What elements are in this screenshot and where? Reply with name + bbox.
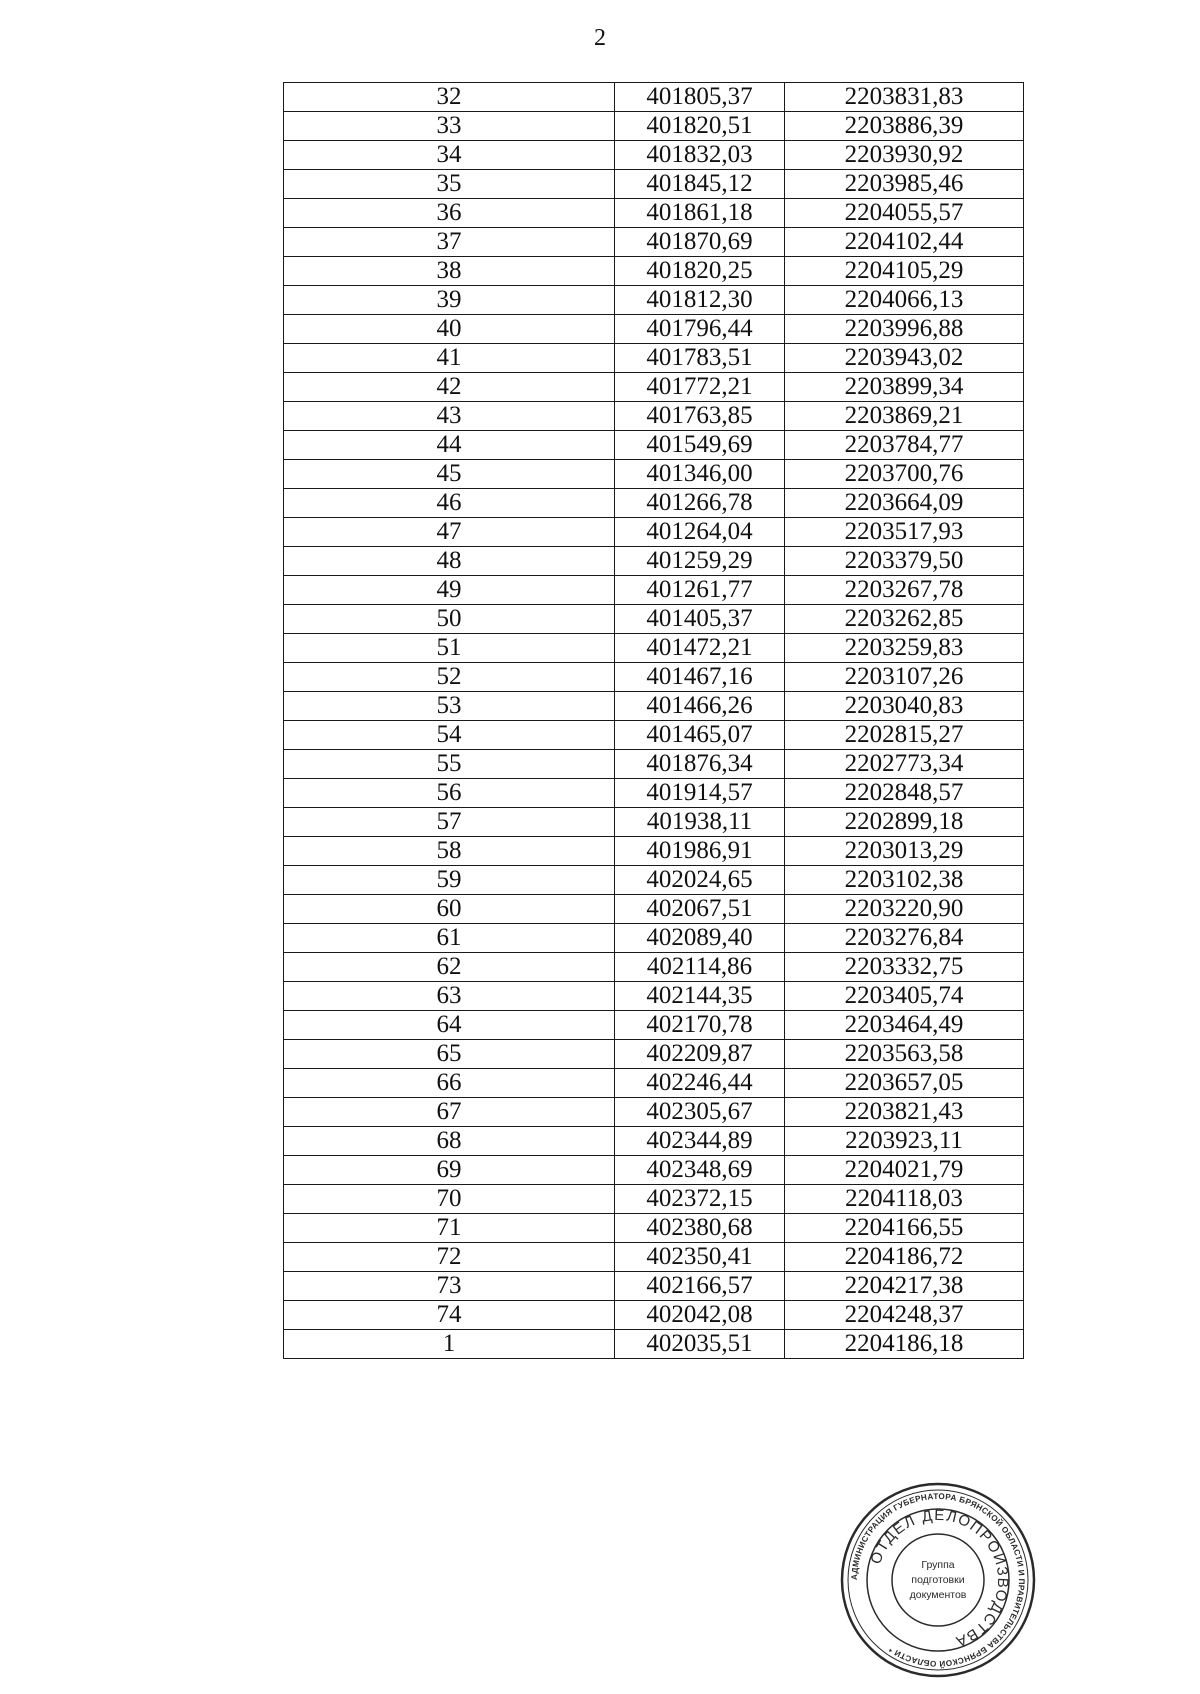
y-coordinate-cell: 2203943,02 <box>785 344 1024 373</box>
table-row <box>284 576 1024 605</box>
point-number-cell: 71 <box>284 1214 615 1243</box>
y-coordinate-cell: 2203040,83 <box>785 692 1024 721</box>
table-row <box>284 489 1024 518</box>
stamp-center-line: подготовки <box>911 1574 965 1586</box>
point-number-cell: 60 <box>284 895 615 924</box>
x-coordinate-cell: 401986,91 <box>615 837 785 866</box>
table-row <box>284 547 1024 576</box>
table-row <box>284 518 1024 547</box>
y-coordinate-cell: 2204102,44 <box>785 228 1024 257</box>
x-coordinate-cell: 401832,03 <box>615 141 785 170</box>
table-row <box>284 721 1024 750</box>
y-coordinate-cell: 2203657,05 <box>785 1069 1024 1098</box>
point-number-cell: 44 <box>284 431 615 460</box>
table-row <box>284 808 1024 837</box>
table-row <box>284 1330 1024 1359</box>
x-coordinate-cell: 401845,12 <box>615 170 785 199</box>
y-coordinate-cell: 2203869,21 <box>785 402 1024 431</box>
point-number-cell: 64 <box>284 1011 615 1040</box>
point-number-cell: 38 <box>284 257 615 286</box>
stamp-center-line: документов <box>909 1589 967 1601</box>
point-number-cell: 68 <box>284 1127 615 1156</box>
y-coordinate-cell: 2203107,26 <box>785 663 1024 692</box>
table-row <box>284 1185 1024 1214</box>
y-coordinate-cell: 2203985,46 <box>785 170 1024 199</box>
x-coordinate-cell: 401346,00 <box>615 460 785 489</box>
point-number-cell: 43 <box>284 402 615 431</box>
y-coordinate-cell: 2204217,38 <box>785 1272 1024 1301</box>
x-coordinate-cell: 401820,25 <box>615 257 785 286</box>
x-coordinate-cell: 401465,07 <box>615 721 785 750</box>
x-coordinate-cell: 401796,44 <box>615 315 785 344</box>
point-number-cell: 36 <box>284 199 615 228</box>
y-coordinate-cell: 2203784,77 <box>785 431 1024 460</box>
x-coordinate-cell: 401472,21 <box>615 634 785 663</box>
table-row <box>284 257 1024 286</box>
table-row <box>284 402 1024 431</box>
table-row <box>284 779 1024 808</box>
table-row <box>284 373 1024 402</box>
table-row <box>284 1214 1024 1243</box>
point-number-cell: 58 <box>284 837 615 866</box>
point-number-cell: 41 <box>284 344 615 373</box>
table-row <box>284 953 1024 982</box>
x-coordinate-cell: 402350,41 <box>615 1243 785 1272</box>
table-row <box>284 460 1024 489</box>
x-coordinate-cell: 402114,86 <box>615 953 785 982</box>
x-coordinate-cell: 401938,11 <box>615 808 785 837</box>
table-row <box>284 866 1024 895</box>
point-number-cell: 47 <box>284 518 615 547</box>
point-number-cell: 52 <box>284 663 615 692</box>
y-coordinate-cell: 2203664,09 <box>785 489 1024 518</box>
x-coordinate-cell: 402024,65 <box>615 866 785 895</box>
table-row <box>284 1098 1024 1127</box>
y-coordinate-cell: 2203886,39 <box>785 112 1024 141</box>
table-row <box>284 1011 1024 1040</box>
table-row <box>284 924 1024 953</box>
table-row <box>284 112 1024 141</box>
table-row <box>284 83 1024 112</box>
x-coordinate-cell: 401772,21 <box>615 373 785 402</box>
y-coordinate-cell: 2202899,18 <box>785 808 1024 837</box>
coordinates-table-body <box>284 83 1024 1359</box>
point-number-cell: 73 <box>284 1272 615 1301</box>
x-coordinate-cell: 402166,57 <box>615 1272 785 1301</box>
table-row <box>284 1272 1024 1301</box>
y-coordinate-cell: 2203013,29 <box>785 837 1024 866</box>
y-coordinate-cell: 2202773,34 <box>785 750 1024 779</box>
y-coordinate-cell: 2204248,37 <box>785 1301 1024 1330</box>
point-number-cell: 37 <box>284 228 615 257</box>
stamp-inner-ring-text: ОТДЕЛ ДЕЛОПРОИЗВОДСТВА <box>867 1506 1012 1651</box>
x-coordinate-cell: 401405,37 <box>615 605 785 634</box>
x-coordinate-cell: 401914,57 <box>615 779 785 808</box>
y-coordinate-cell: 2203332,75 <box>785 953 1024 982</box>
x-coordinate-cell: 402067,51 <box>615 895 785 924</box>
y-coordinate-cell: 2204021,79 <box>785 1156 1024 1185</box>
y-coordinate-cell: 2204186,72 <box>785 1243 1024 1272</box>
y-coordinate-cell: 2203563,58 <box>785 1040 1024 1069</box>
point-number-cell: 66 <box>284 1069 615 1098</box>
point-number-cell: 32 <box>284 83 615 112</box>
y-coordinate-cell: 2203923,11 <box>785 1127 1024 1156</box>
x-coordinate-cell: 401783,51 <box>615 344 785 373</box>
point-number-cell: 48 <box>284 547 615 576</box>
point-number-cell: 56 <box>284 779 615 808</box>
y-coordinate-cell: 2203262,85 <box>785 605 1024 634</box>
table-row <box>284 837 1024 866</box>
table-row <box>284 228 1024 257</box>
point-number-cell: 39 <box>284 286 615 315</box>
x-coordinate-cell: 401466,26 <box>615 692 785 721</box>
table-row <box>284 286 1024 315</box>
table-row <box>284 170 1024 199</box>
point-number-cell: 50 <box>284 605 615 634</box>
y-coordinate-cell: 2204055,57 <box>785 199 1024 228</box>
table-row <box>284 982 1024 1011</box>
y-coordinate-cell: 2203276,84 <box>785 924 1024 953</box>
x-coordinate-cell: 401264,04 <box>615 518 785 547</box>
y-coordinate-cell: 2203821,43 <box>785 1098 1024 1127</box>
x-coordinate-cell: 401870,69 <box>615 228 785 257</box>
x-coordinate-cell: 401261,77 <box>615 576 785 605</box>
x-coordinate-cell: 402246,44 <box>615 1069 785 1098</box>
point-number-cell: 61 <box>284 924 615 953</box>
y-coordinate-cell: 2204186,18 <box>785 1330 1024 1359</box>
point-number-cell: 57 <box>284 808 615 837</box>
y-coordinate-cell: 2203899,34 <box>785 373 1024 402</box>
stamp-center-line: Группа <box>921 1559 955 1571</box>
x-coordinate-cell: 402348,69 <box>615 1156 785 1185</box>
x-coordinate-cell: 401805,37 <box>615 83 785 112</box>
point-number-cell: 53 <box>284 692 615 721</box>
y-coordinate-cell: 2202815,27 <box>785 721 1024 750</box>
x-coordinate-cell: 402305,67 <box>615 1098 785 1127</box>
point-number-cell: 45 <box>284 460 615 489</box>
office-stamp <box>838 1480 1038 1680</box>
y-coordinate-cell: 2203405,74 <box>785 982 1024 1011</box>
table-row <box>284 1040 1024 1069</box>
point-number-cell: 67 <box>284 1098 615 1127</box>
y-coordinate-cell: 2202848,57 <box>785 779 1024 808</box>
x-coordinate-cell: 402372,15 <box>615 1185 785 1214</box>
x-coordinate-cell: 402089,40 <box>615 924 785 953</box>
x-coordinate-cell: 401820,51 <box>615 112 785 141</box>
table-row <box>284 141 1024 170</box>
y-coordinate-cell: 2203996,88 <box>785 315 1024 344</box>
x-coordinate-cell: 402209,87 <box>615 1040 785 1069</box>
table-row <box>284 1069 1024 1098</box>
table-row <box>284 750 1024 779</box>
table-row <box>284 605 1024 634</box>
point-number-cell: 51 <box>284 634 615 663</box>
y-coordinate-cell: 2203102,38 <box>785 866 1024 895</box>
x-coordinate-cell: 402380,68 <box>615 1214 785 1243</box>
y-coordinate-cell: 2203700,76 <box>785 460 1024 489</box>
point-number-cell: 34 <box>284 141 615 170</box>
y-coordinate-cell: 2204105,29 <box>785 257 1024 286</box>
table-row <box>284 199 1024 228</box>
stamp-seal-icon <box>838 1480 1038 1680</box>
y-coordinate-cell: 2203831,83 <box>785 83 1024 112</box>
y-coordinate-cell: 2203379,50 <box>785 547 1024 576</box>
y-coordinate-cell: 2204166,55 <box>785 1214 1024 1243</box>
point-number-cell: 63 <box>284 982 615 1011</box>
x-coordinate-cell: 401259,29 <box>615 547 785 576</box>
y-coordinate-cell: 2203220,90 <box>785 895 1024 924</box>
table-row <box>284 1156 1024 1185</box>
point-number-cell: 72 <box>284 1243 615 1272</box>
point-number-cell: 46 <box>284 489 615 518</box>
point-number-cell: 69 <box>284 1156 615 1185</box>
point-number-cell: 1 <box>284 1330 615 1359</box>
table-row <box>284 663 1024 692</box>
table-row <box>284 315 1024 344</box>
point-number-cell: 70 <box>284 1185 615 1214</box>
point-number-cell: 65 <box>284 1040 615 1069</box>
y-coordinate-cell: 2203267,78 <box>785 576 1024 605</box>
table-row <box>284 431 1024 460</box>
page-number: 2 <box>594 25 606 51</box>
x-coordinate-cell: 402035,51 <box>615 1330 785 1359</box>
table-row <box>284 1127 1024 1156</box>
point-number-cell: 54 <box>284 721 615 750</box>
point-number-cell: 42 <box>284 373 615 402</box>
x-coordinate-cell: 401812,30 <box>615 286 785 315</box>
table-row <box>284 692 1024 721</box>
x-coordinate-cell: 402170,78 <box>615 1011 785 1040</box>
y-coordinate-cell: 2204118,03 <box>785 1185 1024 1214</box>
y-coordinate-cell: 2204066,13 <box>785 286 1024 315</box>
table-row <box>284 344 1024 373</box>
x-coordinate-cell: 401467,16 <box>615 663 785 692</box>
x-coordinate-cell: 401549,69 <box>615 431 785 460</box>
point-number-cell: 74 <box>284 1301 615 1330</box>
y-coordinate-cell: 2203930,92 <box>785 141 1024 170</box>
table-row <box>284 1301 1024 1330</box>
point-number-cell: 49 <box>284 576 615 605</box>
y-coordinate-cell: 2203517,93 <box>785 518 1024 547</box>
stamp-outer-ring-text: АДМИНИСТРАЦИЯ ГУБЕРНАТОРА БРЯНСКОЙ ОБЛАСТИ И ПРАВИТЕЛЬСТВА БРЯНСКОЙ ОБЛАСТИ * <box>849 1491 1027 1669</box>
point-number-cell: 62 <box>284 953 615 982</box>
table-row <box>284 634 1024 663</box>
coordinates-table <box>283 82 1024 1359</box>
point-number-cell: 35 <box>284 170 615 199</box>
x-coordinate-cell: 402144,35 <box>615 982 785 1011</box>
x-coordinate-cell: 401861,18 <box>615 199 785 228</box>
y-coordinate-cell: 2203259,83 <box>785 634 1024 663</box>
table-row <box>284 895 1024 924</box>
table-row <box>284 1243 1024 1272</box>
y-coordinate-cell: 2203464,49 <box>785 1011 1024 1040</box>
point-number-cell: 33 <box>284 112 615 141</box>
x-coordinate-cell: 401763,85 <box>615 402 785 431</box>
x-coordinate-cell: 401266,78 <box>615 489 785 518</box>
point-number-cell: 55 <box>284 750 615 779</box>
point-number-cell: 40 <box>284 315 615 344</box>
point-number-cell: 59 <box>284 866 615 895</box>
x-coordinate-cell: 402344,89 <box>615 1127 785 1156</box>
x-coordinate-cell: 402042,08 <box>615 1301 785 1330</box>
x-coordinate-cell: 401876,34 <box>615 750 785 779</box>
